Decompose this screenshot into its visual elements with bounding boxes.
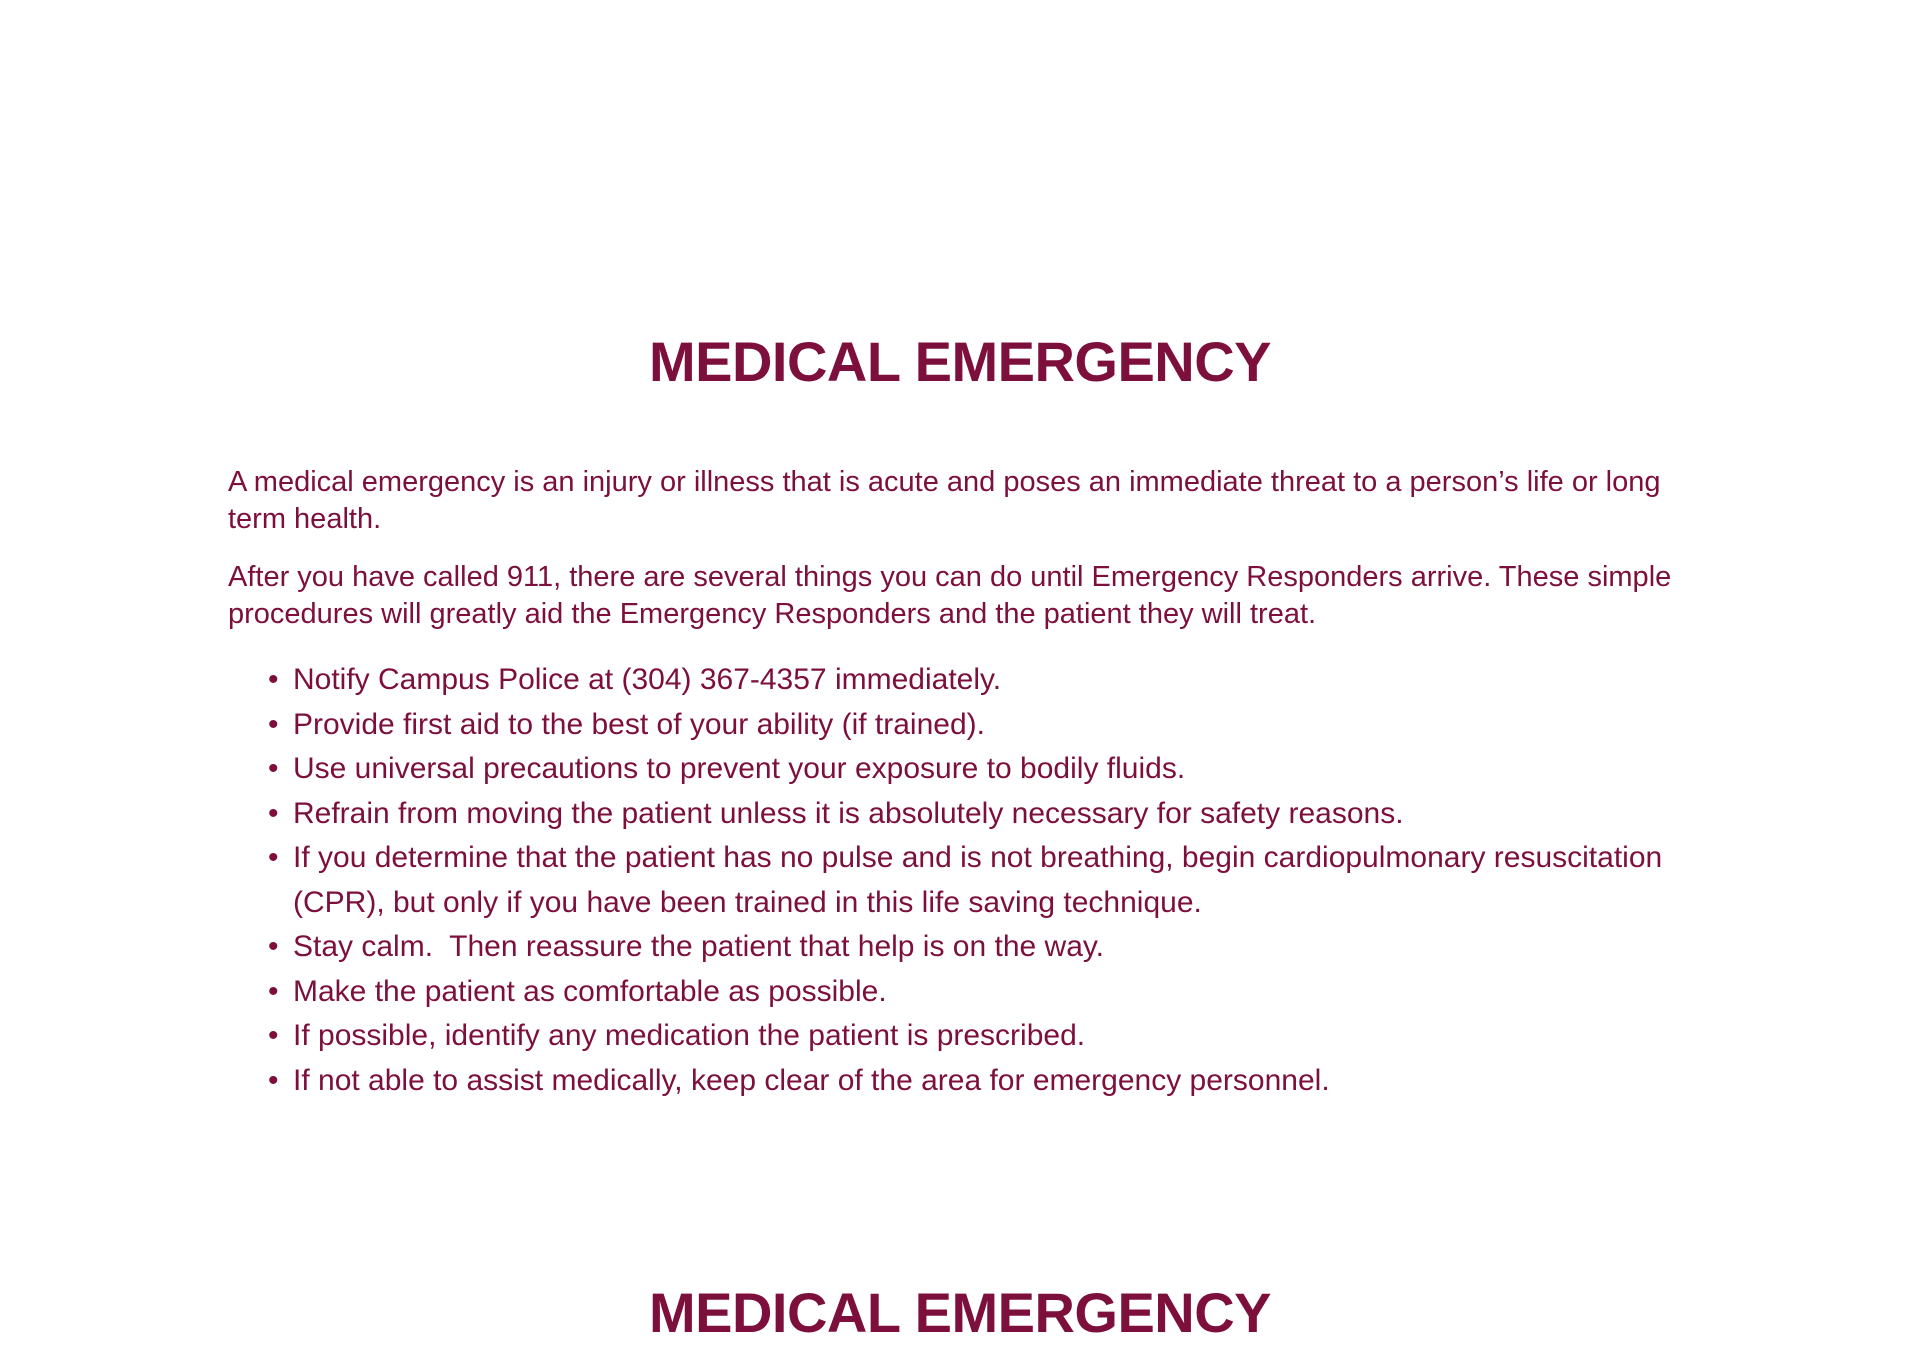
list-item-text: Use universal precautions to prevent your exposure to bodily fluids. <box>293 752 1186 785</box>
list-item-text: If you determine that the patient has no pulse and is not breathing, begin cardiopulmonary resuscitation (CPR), but only if you have been trained in this life saving technique. <box>293 841 1663 919</box>
bullet-icon: • <box>268 752 279 785</box>
bullet-icon: • <box>268 1063 279 1097</box>
list-item <box>268 792 1688 837</box>
bullet-icon: • <box>268 1019 279 1052</box>
bullet-icon: • <box>268 841 279 874</box>
list-item-text: Notify Campus Police at (304) 367-4357 immediately. <box>293 663 1002 696</box>
list-item <box>268 1014 1688 1059</box>
list-item-text: Refrain from moving the patient unless it is absolutely necessary for safety reasons. <box>293 796 1404 830</box>
bullet-icon: • <box>268 930 279 963</box>
list-item <box>268 1059 1688 1104</box>
list-item <box>268 747 1688 792</box>
intro-paragraph-definition: A medical emergency is an injury or illness that is acute and poses an immediate threat to a person’s life or long term health. <box>228 466 1661 535</box>
list-item <box>268 836 1688 925</box>
list-item-text: Make the patient as comfortable as possible. <box>293 974 887 1008</box>
list-item <box>268 703 1688 748</box>
list-item <box>268 925 1688 970</box>
list-item-text: Provide first aid to the best of your ability (if trained). <box>293 707 985 741</box>
procedure-list <box>268 658 1688 1103</box>
list-item <box>268 658 1688 703</box>
bullet-icon: • <box>268 707 279 741</box>
list-item-text: Stay calm. Then reassure the patient that help is on the way. <box>293 930 1105 963</box>
intro-paragraph-procedures: After you have called 911, there are several things you can do until Emergency Responders arrive. These simple procedures will greatly aid the Emergency Responders and the patient they will treat. <box>228 561 1672 630</box>
bullet-icon: • <box>268 796 279 830</box>
bullet-icon: • <box>268 974 279 1008</box>
bullet-icon: • <box>268 663 279 696</box>
page-title: MEDICAL EMERGENCY <box>648 330 1272 393</box>
list-item <box>268 970 1688 1015</box>
list-item-text: If possible, identify any medication the patient is prescribed. <box>293 1019 1086 1052</box>
footer-title: MEDICAL EMERGENCY <box>648 1281 1272 1344</box>
list-item-text: If not able to assist medically, keep clear of the area for emergency personnel. <box>293 1063 1330 1097</box>
